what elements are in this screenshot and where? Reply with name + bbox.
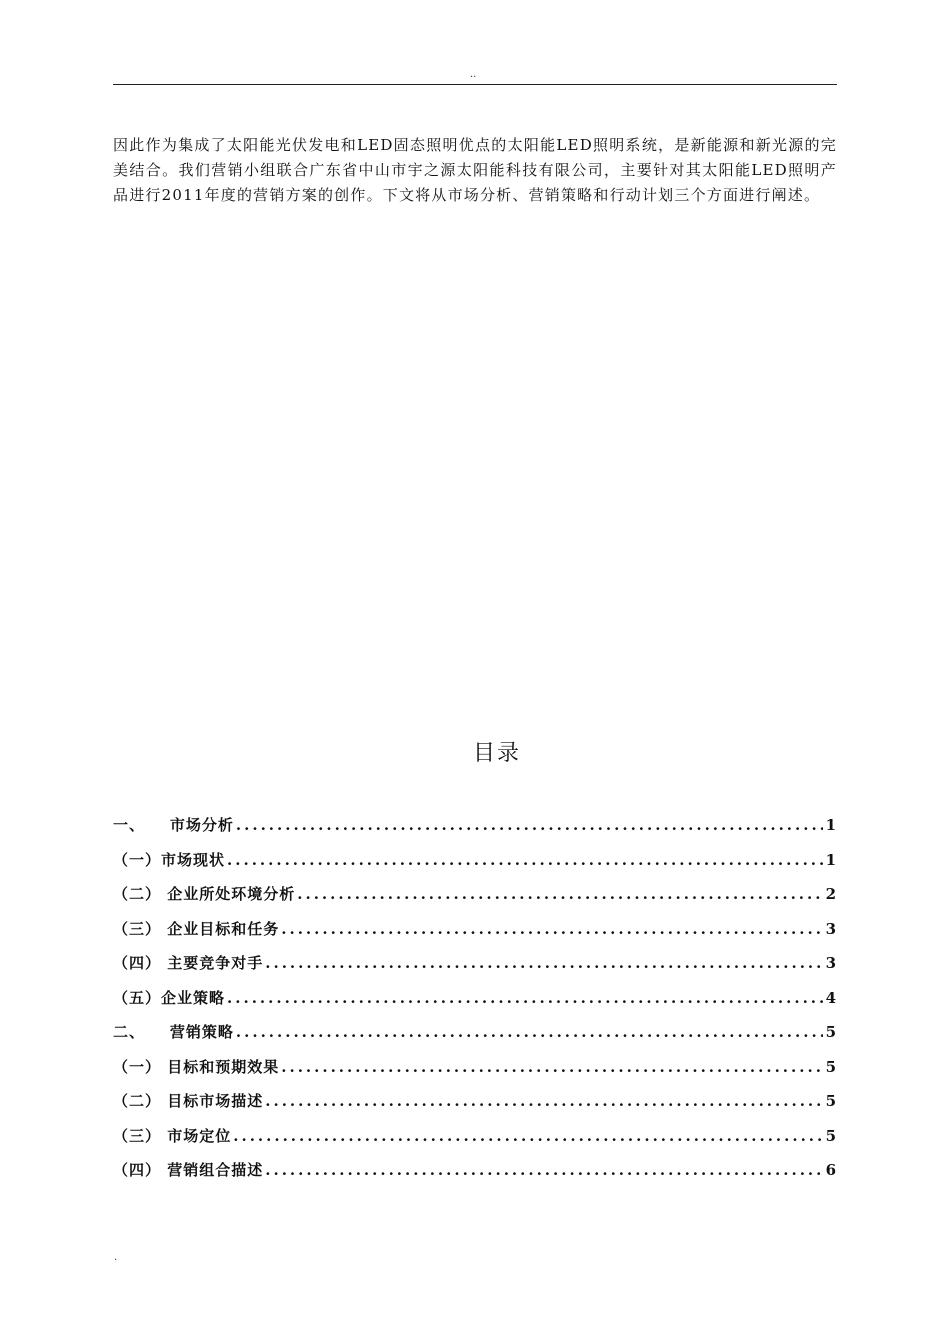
- toc-entry-number: （一）: [113, 850, 162, 869]
- toc-entry-label: 营销组合描述: [167, 1161, 264, 1179]
- toc-entry-label: 市场现状: [161, 850, 226, 869]
- toc-entry[interactable]: [113, 1090, 837, 1125]
- toc-leader-dots: [227, 851, 823, 869]
- toc-leader-dots: [265, 954, 823, 972]
- toc-leader-dots: [281, 920, 823, 938]
- toc-leader-dots: [265, 1161, 823, 1179]
- toc-leader-dots: [265, 1092, 823, 1110]
- toc-entry[interactable]: [113, 814, 837, 849]
- toc-entry-label: 企业策略: [161, 988, 226, 1007]
- toc-entry[interactable]: [113, 1021, 837, 1056]
- toc-leader-dots: [227, 989, 823, 1007]
- toc-entry-label: 主要竞争对手: [167, 954, 264, 972]
- toc-entry-label: 目标和预期效果: [167, 1057, 280, 1076]
- toc-leader-dots: [281, 1058, 823, 1076]
- toc-entry[interactable]: [113, 1056, 837, 1091]
- toc-entry[interactable]: [113, 883, 837, 918]
- toc-entry-page: 3: [825, 954, 837, 972]
- toc-entry-page: 4: [825, 988, 837, 1007]
- header-mark: ..: [470, 69, 477, 80]
- toc-entry-page: 2: [825, 885, 837, 903]
- toc-entry-number: 二、: [113, 1023, 170, 1041]
- footer-mark: .: [114, 1252, 118, 1263]
- toc-entry-page: 5: [825, 1057, 837, 1076]
- toc-entry-label: 企业目标和任务: [167, 919, 280, 938]
- toc-entry-label: 营销策略: [169, 1023, 234, 1041]
- toc-entry-page: 5: [825, 1092, 837, 1110]
- toc-entry[interactable]: [113, 952, 837, 987]
- toc-entry-page: 1: [825, 850, 837, 869]
- toc-entry[interactable]: [113, 987, 837, 1022]
- table-of-contents: [113, 814, 837, 1194]
- toc-leader-dots: [297, 885, 823, 903]
- toc-entry-label: 市场定位: [167, 1126, 232, 1145]
- toc-entry-label: 企业所处环境分析: [167, 885, 296, 903]
- toc-entry[interactable]: [113, 1125, 837, 1160]
- toc-entry-number: （四）: [113, 954, 168, 972]
- toc-entry[interactable]: [113, 1159, 837, 1194]
- toc-entry-number: （四）: [113, 1161, 168, 1179]
- toc-entry-number: 一、: [113, 816, 170, 834]
- toc-entry-label: 目标市场描述: [167, 1092, 264, 1110]
- toc-entry-number: （五）: [113, 988, 162, 1007]
- toc-entry-page: 1: [825, 816, 837, 834]
- toc-leader-dots: [233, 1127, 823, 1145]
- toc-entry-number: （三）: [113, 919, 168, 938]
- toc-entry-page: 5: [825, 1126, 837, 1145]
- toc-leader-dots: [236, 816, 823, 834]
- toc-entry-number: （二）: [113, 885, 168, 903]
- toc-leader-dots: [236, 1023, 823, 1041]
- toc-entry-page: 3: [825, 919, 837, 938]
- toc-entry[interactable]: [113, 849, 837, 884]
- toc-entry-page: 6: [825, 1161, 837, 1179]
- toc-title: 目录: [472, 741, 521, 766]
- header-rule: [113, 84, 837, 85]
- toc-entry-page: 5: [825, 1023, 837, 1041]
- toc-entry-number: （一）: [113, 1057, 168, 1076]
- toc-entry-number: （二）: [113, 1092, 168, 1110]
- toc-entry-label: 市场分析: [169, 816, 234, 834]
- toc-entry-number: （三）: [113, 1126, 168, 1145]
- intro-paragraph: 因此作为集成了太阳能光伏发电和LED固态照明优点的太阳能LED照明系统，是新能源和新光源的完美结合。我们营销小组联合广东省中山市宇之源太阳能科技有限公司，主要针对其太阳能LED照明产品进行2011年度的营销方案的创作。下文将从市场分析、营销策略和行动计划三个方面进行阐述。: [113, 136, 837, 204]
- toc-entry[interactable]: [113, 918, 837, 953]
